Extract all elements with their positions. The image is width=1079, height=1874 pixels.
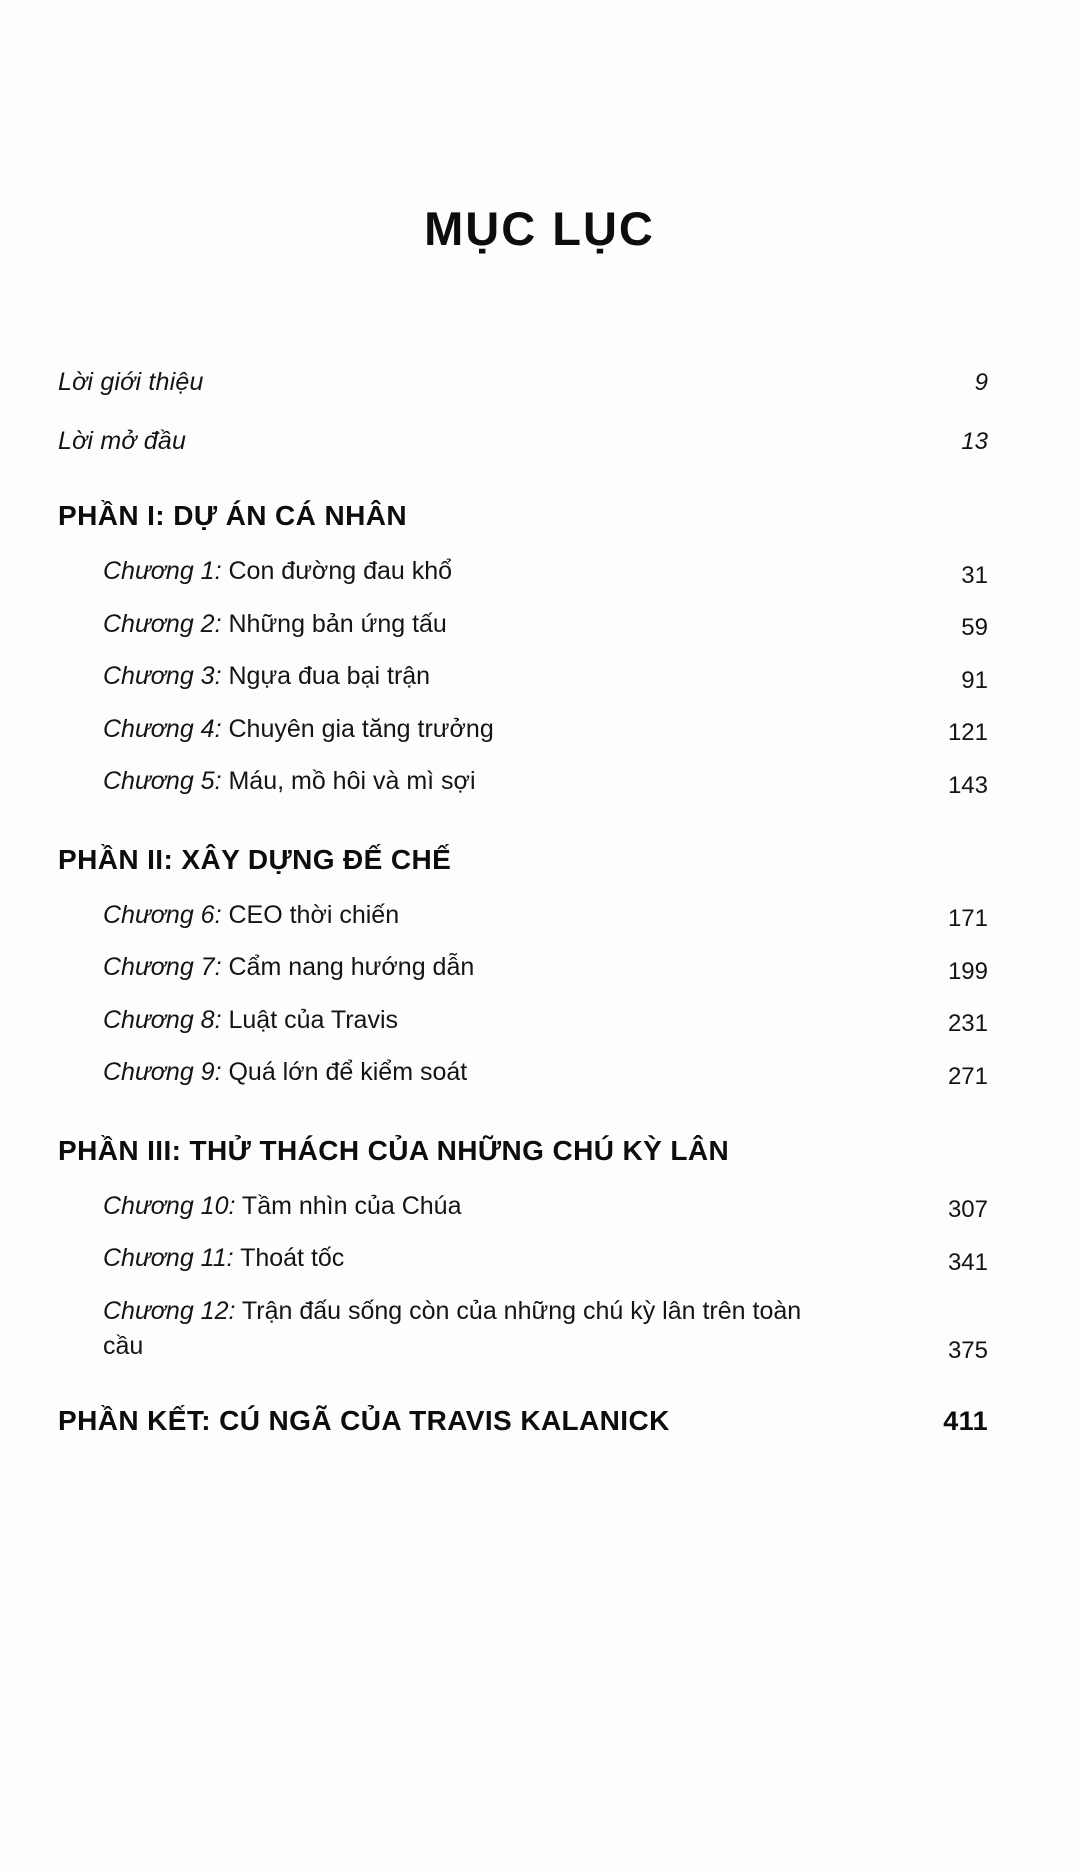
chapter-label — [103, 1241, 344, 1277]
chapter-page-number: 143 — [947, 771, 988, 799]
chapter-row[interactable] — [58, 764, 988, 800]
chapter-row[interactable] — [58, 554, 988, 590]
chapter-row[interactable] — [58, 712, 988, 748]
front-matter-page-number: 13 — [961, 428, 988, 455]
chapter-row[interactable] — [58, 659, 988, 695]
chapter-number: Chương 1: — [103, 557, 222, 585]
front-matter-row[interactable] — [58, 427, 988, 456]
chapter-number: Chương 5: — [103, 767, 222, 795]
chapter-page-number: 231 — [947, 1010, 988, 1037]
chapter-row[interactable] — [58, 1241, 988, 1277]
front-matter-row[interactable] — [58, 368, 988, 397]
epilogue-heading: PHẦN KẾT: CÚ NGÃ CỦA TRAVIS KALANICK — [58, 1404, 670, 1436]
chapter-title: Tầm nhìn của Chúa — [241, 1191, 462, 1220]
chapter-label — [103, 712, 494, 748]
chapter-title: Trận đấu sống còn của những chú kỳ lân trên toàn cầu — [103, 1296, 802, 1360]
chapter-label — [103, 1003, 398, 1039]
chapter-label — [103, 1055, 467, 1091]
chapter-label — [103, 950, 474, 986]
chapter-page-number: 307 — [947, 1196, 988, 1223]
chapter-page-number: 199 — [947, 957, 988, 985]
chapter-title: Con đường đau khổ — [228, 557, 453, 585]
chapter-row[interactable] — [58, 1294, 988, 1365]
chapter-title: Chuyên gia tăng trưởng — [228, 714, 494, 743]
chapter-number: Chương 8: — [103, 1005, 222, 1034]
chapter-title: Cẩm nang hướng dẫn — [228, 953, 475, 981]
chapter-label — [103, 554, 452, 590]
chapter-label — [103, 898, 399, 934]
chapter-title: Máu, mồ hôi và mì sợi — [228, 767, 476, 795]
chapter-page-number: 31 — [961, 561, 988, 589]
chapter-title: Thoát tốc — [240, 1244, 345, 1272]
chapter-number: Chương 4: — [103, 714, 222, 743]
chapter-title: Những bản ứng tấu — [228, 609, 447, 638]
front-matter-label: Lời mở đầu — [58, 427, 187, 455]
chapter-page-number: 171 — [947, 905, 988, 932]
chapter-page-number: 121 — [947, 719, 988, 746]
part-heading: PHẦN I: DỰ ÁN CÁ NHÂN — [58, 500, 407, 531]
front-matter-page-number: 9 — [974, 369, 988, 396]
chapter-number: Chương 3: — [103, 662, 222, 690]
page-title: MỤC LỤC — [424, 202, 655, 255]
chapter-title: Quá lớn để kiểm soát — [228, 1058, 468, 1086]
chapter-title: Ngựa đua bại trận — [228, 662, 431, 690]
chapter-row[interactable] — [58, 1003, 988, 1039]
chapter-row[interactable] — [58, 607, 988, 643]
chapter-label — [103, 607, 447, 643]
chapter-label — [103, 1189, 462, 1225]
chapter-page-number: 375 — [947, 1336, 988, 1364]
chapter-number: Chương 9: — [103, 1058, 222, 1086]
chapter-row[interactable] — [58, 1189, 988, 1225]
chapter-label — [103, 1294, 803, 1365]
chapter-row[interactable] — [58, 950, 988, 986]
chapter-title: CEO thời chiến — [228, 900, 400, 929]
chapter-row[interactable] — [58, 898, 988, 934]
chapter-label — [103, 764, 476, 800]
epilogue-row[interactable] — [58, 1405, 988, 1437]
chapter-row[interactable] — [58, 1055, 988, 1091]
chapter-number: Chương 12: — [103, 1296, 236, 1325]
part-heading: PHẦN III: THỬ THÁCH CỦA NHỮNG CHÚ KỲ LÂN — [58, 1134, 730, 1166]
chapter-title: Luật của Travis — [228, 1005, 399, 1034]
chapter-number: Chương 7: — [103, 953, 222, 981]
chapter-number: Chương 2: — [103, 609, 222, 638]
chapter-page-number: 59 — [961, 614, 988, 641]
chapter-page-number: 271 — [947, 1062, 988, 1090]
chapter-label — [103, 659, 430, 695]
chapter-number: Chương 11: — [103, 1244, 234, 1272]
epilogue-page-number: 411 — [943, 1405, 988, 1436]
toc-list — [58, 368, 988, 1437]
front-matter-label: Lời giới thiệu — [58, 368, 204, 396]
chapter-number: Chương 6: — [103, 900, 222, 929]
chapter-page-number: 341 — [947, 1248, 988, 1276]
part-heading: PHẦN II: XÂY DỰNG ĐẾ CHẾ — [58, 843, 452, 875]
chapter-number: Chương 10: — [103, 1191, 236, 1220]
chapter-page-number: 91 — [961, 666, 988, 694]
